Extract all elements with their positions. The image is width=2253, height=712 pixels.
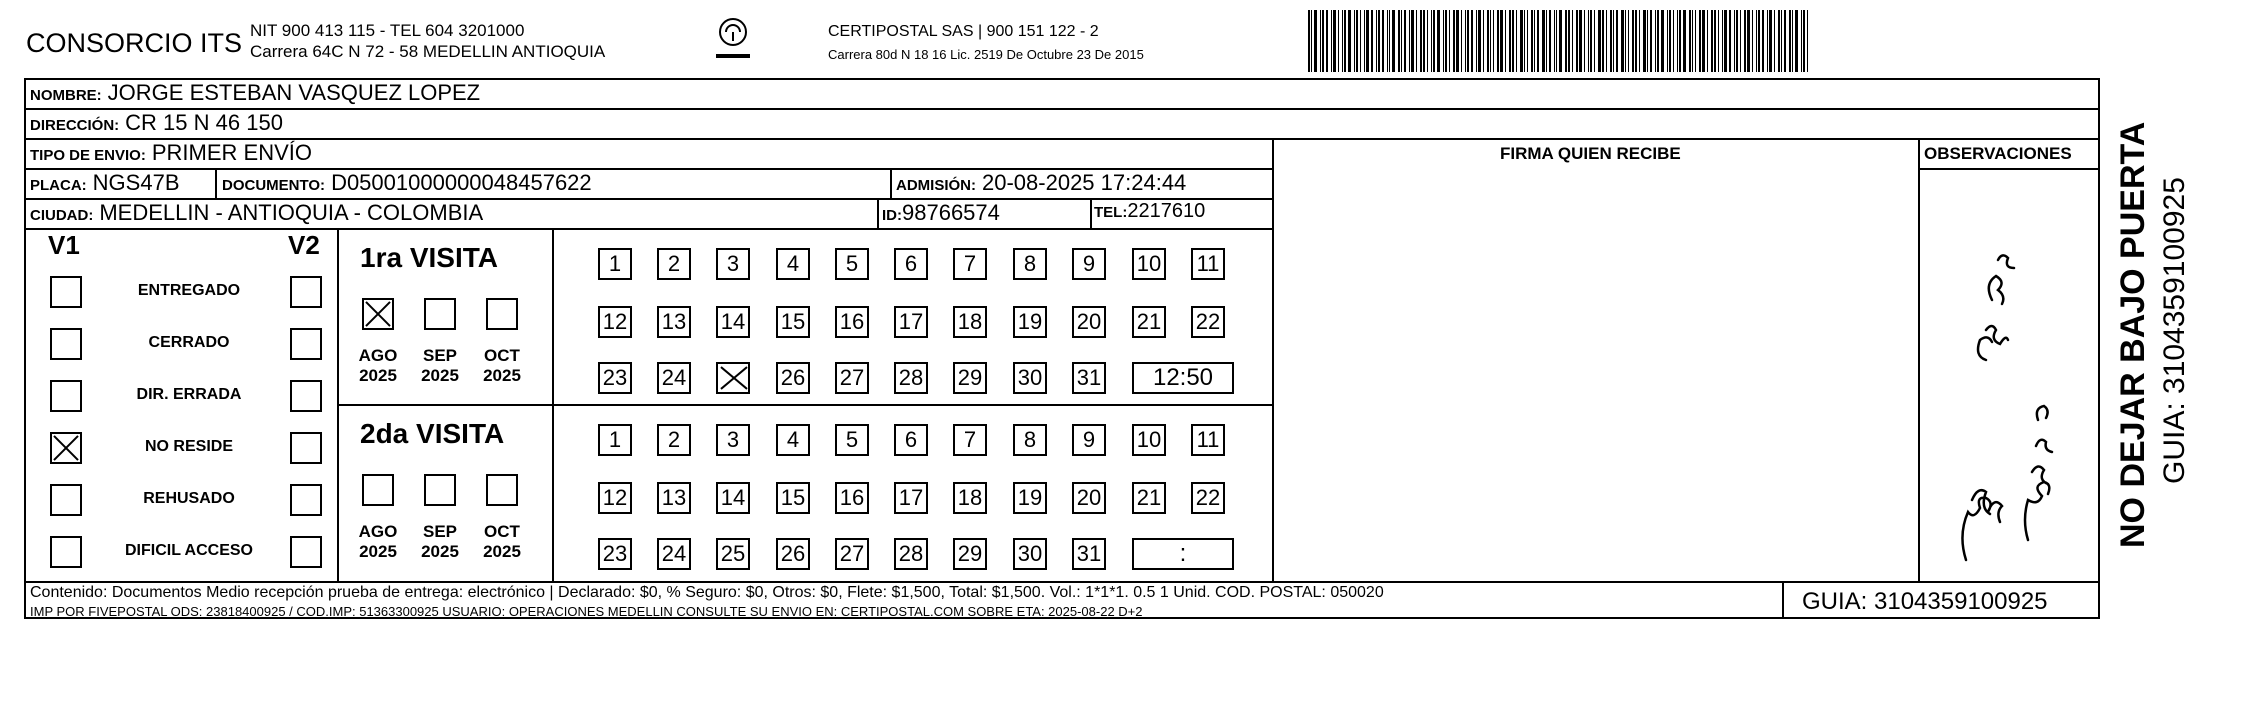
v1-checkbox[interactable] (50, 484, 82, 516)
month-year: 2025 (483, 542, 521, 561)
day-box[interactable]: 29 (953, 362, 987, 394)
v2-header: V2 (288, 230, 320, 260)
day-box[interactable]: 22 (1191, 482, 1225, 514)
day-box[interactable]: 10 (1132, 248, 1166, 280)
day-box[interactable] (716, 362, 750, 394)
certipostal-info (828, 20, 1144, 66)
status-label: CERRADO (148, 334, 230, 351)
day-box[interactable]: 13 (657, 482, 691, 514)
company-info (250, 20, 605, 62)
day-box[interactable]: 2 (657, 424, 691, 456)
day-box[interactable]: 6 (894, 424, 928, 456)
v2-checkbox[interactable] (290, 432, 322, 464)
day-box[interactable]: 19 (1013, 306, 1047, 338)
nombre-label: NOMBRE: (30, 87, 102, 104)
field-direccion (30, 110, 283, 136)
field-admision (896, 170, 1186, 196)
month-name: AGO (358, 522, 398, 541)
day-box[interactable]: 28 (894, 362, 928, 394)
tipo-value: PRIMER ENVÍO (151, 140, 312, 165)
time-box[interactable]: 12:50 (1132, 362, 1234, 394)
day-box[interactable]: 28 (894, 538, 928, 570)
day-box[interactable]: 21 (1132, 482, 1166, 514)
id-value: 98766574 (902, 200, 1000, 225)
month-year: 2025 (421, 366, 459, 385)
field-tipo-envio (30, 140, 312, 166)
status-label: ENTREGADO (137, 282, 241, 299)
observaciones-handwriting (1928, 210, 2078, 570)
certipostal-nit: CERTIPOSTAL SAS | 900 151 122 - 2 (828, 23, 1099, 40)
field-ciudad (30, 200, 483, 226)
day-box[interactable]: 16 (835, 482, 869, 514)
day-box[interactable]: 24 (657, 538, 691, 570)
tel-label: TEL: (1094, 204, 1128, 221)
v1-header: V1 (48, 230, 80, 260)
day-box[interactable]: 18 (953, 306, 987, 338)
v1-checkbox[interactable] (50, 380, 82, 412)
day-box[interactable]: 14 (716, 482, 750, 514)
field-placa (30, 170, 180, 196)
field-nombre (30, 80, 480, 106)
day-box[interactable]: 26 (776, 538, 810, 570)
documento-value: D05001000000048457622 (331, 170, 592, 195)
month-year: 2025 (483, 366, 521, 385)
day-box[interactable]: 9 (1072, 424, 1106, 456)
field-tel (1094, 200, 1205, 223)
day-box[interactable]: 30 (1013, 538, 1047, 570)
day-box[interactable]: 4 (776, 248, 810, 280)
company-name: CONSORCIO ITS (26, 28, 243, 58)
month-checkbox[interactable] (362, 474, 394, 506)
v1-checkbox[interactable] (50, 328, 82, 360)
day-box[interactable]: 11 (1191, 248, 1225, 280)
day-box[interactable]: 4 (776, 424, 810, 456)
visit-title: 2da VISITA (360, 418, 505, 449)
day-box[interactable]: 5 (835, 424, 869, 456)
day-box[interactable]: 31 (1072, 362, 1106, 394)
id-label: ID: (882, 207, 902, 224)
v1-checkbox[interactable] (50, 536, 82, 568)
day-box[interactable]: 15 (776, 306, 810, 338)
day-box[interactable]: 15 (776, 482, 810, 514)
observaciones-title: OBSERVACIONES (1924, 144, 2072, 163)
ciudad-label: CIUDAD: (30, 207, 94, 224)
day-box[interactable]: 23 (598, 538, 632, 570)
footer-content: Contenido: Documentos Medio recepción prueba de entrega: electrónico | Declarado: $0, % Seguro: $0, Otros: $0, Flete: $1,500, Total: $1,500. Vol.: 1*1*1. 0.5 1 Unid. COD. POSTAL: 050020 (30, 584, 1384, 601)
day-box[interactable]: 13 (657, 306, 691, 338)
status-label: DIFICIL ACCESO (124, 542, 253, 559)
day-box[interactable]: 10 (1132, 424, 1166, 456)
side-guia: GUIA: 3104359100925 (2158, 177, 2191, 484)
documento-label: DOCUMENTO: (222, 177, 326, 194)
month-year: 2025 (421, 542, 459, 561)
day-box[interactable]: 20 (1072, 306, 1106, 338)
month-name: SEP (422, 346, 458, 365)
month-checkbox[interactable] (362, 298, 394, 330)
v2-checkbox[interactable] (290, 328, 322, 360)
day-box[interactable]: 1 (598, 248, 632, 280)
v1-checkbox[interactable] (50, 276, 82, 308)
day-box[interactable]: 3 (716, 248, 750, 280)
month-checkbox[interactable] (424, 298, 456, 330)
day-box[interactable]: 1 (598, 424, 632, 456)
status-label: REHUSADO (143, 490, 235, 507)
month-name: AGO (358, 346, 398, 365)
day-box[interactable]: 8 (1013, 424, 1047, 456)
certipostal-logo (712, 16, 754, 64)
field-id (882, 200, 1000, 226)
company-nit: NIT 900 413 115 - TEL 604 3201000 (250, 21, 525, 40)
admision-value: 20-08-2025 17:24:44 (982, 170, 1187, 195)
month-year: 2025 (359, 366, 397, 385)
day-box[interactable]: 21 (1132, 306, 1166, 338)
day-box[interactable]: 8 (1013, 248, 1047, 280)
company-address: Carrera 64C N 72 - 58 MEDELLIN ANTIOQUIA (250, 42, 606, 61)
footer-guia: GUIA: 3104359100925 (1802, 588, 2048, 615)
day-box[interactable]: 27 (835, 538, 869, 570)
month-name: OCT (484, 522, 520, 541)
day-box[interactable]: 14 (716, 306, 750, 338)
month-label (415, 346, 465, 386)
field-documento (222, 170, 592, 196)
nombre-value: JORGE ESTEBAN VASQUEZ LOPEZ (107, 80, 481, 105)
day-box[interactable]: 22 (1191, 306, 1225, 338)
footer-print-info: IMP POR FIVEPOSTAL ODS: 23818400925 / COD.IMP: 51363300925 USUARIO: OPERACIONES MEDELLIN CONSULTE SU ENVIO EN: CERTIPOSTAL.COM SOBRE ETA: 2025-08-22 D+2 (30, 604, 1143, 619)
day-box[interactable]: 27 (835, 362, 869, 394)
day-box[interactable]: 29 (953, 538, 987, 570)
v2-checkbox[interactable] (290, 276, 322, 308)
guide-frame (24, 78, 2100, 619)
month-label (477, 522, 527, 562)
day-box[interactable]: 7 (953, 424, 987, 456)
day-box[interactable]: 26 (776, 362, 810, 394)
month-name: OCT (484, 346, 520, 365)
day-box[interactable]: 2 (657, 248, 691, 280)
day-box[interactable]: 18 (953, 482, 987, 514)
day-box[interactable]: 5 (835, 248, 869, 280)
month-year: 2025 (359, 542, 397, 561)
v2-checkbox[interactable] (290, 484, 322, 516)
barcode (1308, 10, 1900, 72)
month-label (477, 346, 527, 386)
status-label: NO RESIDE (144, 438, 233, 455)
day-box[interactable]: 17 (894, 482, 928, 514)
placa-label: PLACA: (30, 177, 87, 194)
v2-checkbox[interactable] (290, 536, 322, 568)
month-checkbox[interactable] (424, 474, 456, 506)
day-box[interactable]: 9 (1072, 248, 1106, 280)
day-box[interactable]: 20 (1072, 482, 1106, 514)
day-box[interactable]: 6 (894, 248, 928, 280)
month-checkbox[interactable] (486, 474, 518, 506)
day-box[interactable]: 23 (598, 362, 632, 394)
v2-checkbox[interactable] (290, 380, 322, 412)
direccion-label: DIRECCIÓN: (30, 117, 120, 134)
v1-checkbox[interactable] (50, 432, 82, 464)
firma-title: FIRMA QUIEN RECIBE (1500, 144, 1681, 163)
day-box[interactable]: 31 (1072, 538, 1106, 570)
ciudad-value: MEDELLIN - ANTIOQUIA - COLOMBIA (99, 200, 484, 225)
day-box[interactable]: 30 (1013, 362, 1047, 394)
day-box[interactable]: 7 (953, 248, 987, 280)
month-label (415, 522, 465, 562)
visit-title: 1ra VISITA (360, 242, 498, 273)
day-box[interactable]: 11 (1191, 424, 1225, 456)
day-box[interactable]: 12 (598, 306, 632, 338)
tipo-label: TIPO DE ENVIO: (30, 147, 146, 164)
month-checkbox[interactable] (486, 298, 518, 330)
day-box[interactable]: 19 (1013, 482, 1047, 514)
day-box[interactable]: 17 (894, 306, 928, 338)
day-box[interactable]: 12 (598, 482, 632, 514)
day-box[interactable]: 25 (716, 538, 750, 570)
month-name: SEP (422, 522, 458, 541)
day-box[interactable]: 24 (657, 362, 691, 394)
certipostal-address: Carrera 80d N 18 16 Lic. 2519 De Octubre 23 De 2015 (828, 47, 1144, 62)
status-label: DIR. ERRADA (136, 386, 242, 403)
placa-value: NGS47B (92, 170, 180, 195)
tel-value: 2217610 (1127, 200, 1206, 222)
day-box[interactable]: 16 (835, 306, 869, 338)
admision-label: ADMISIÓN: (896, 177, 976, 194)
direccion-value: CR 15 N 46 150 (125, 110, 283, 135)
time-box[interactable]: : (1132, 538, 1234, 570)
side-note: NO DEJAR BAJO PUERTA (2114, 121, 2152, 548)
month-label (353, 522, 403, 562)
month-label (353, 346, 403, 386)
day-box[interactable]: 3 (716, 424, 750, 456)
